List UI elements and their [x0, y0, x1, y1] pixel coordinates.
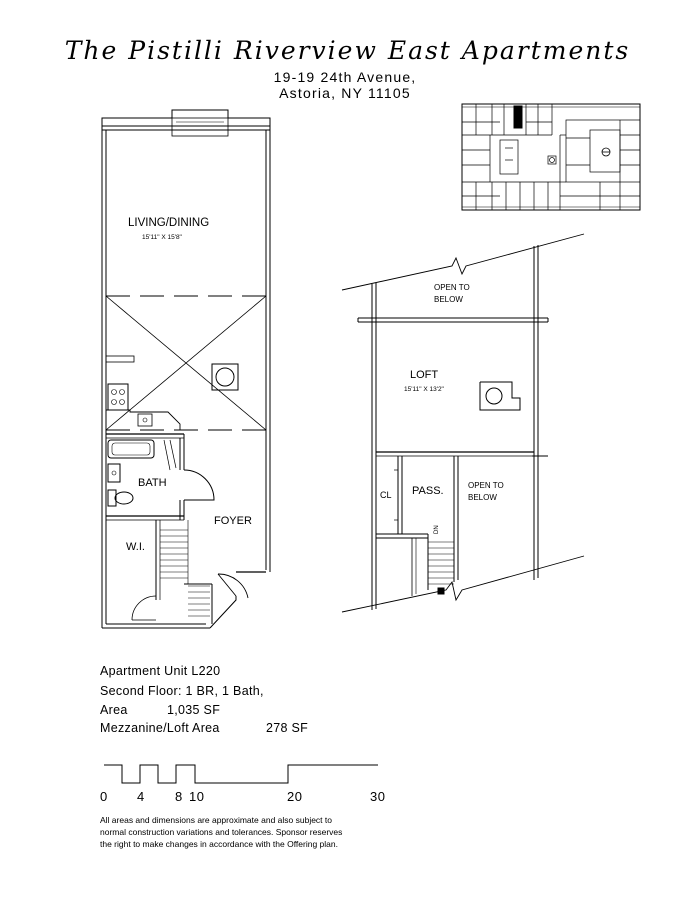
address-line-2: Astoria, NY 11105 — [279, 85, 411, 101]
bath-label: BATH — [138, 477, 167, 489]
scale-tick-30: 30 — [370, 789, 386, 804]
unit-highlight — [514, 106, 522, 128]
disclaimer — [100, 814, 410, 850]
living-dining-label: LIVING/DINING — [128, 217, 210, 229]
key-plan — [462, 104, 640, 210]
mezzanine-value: 278 SF — [266, 721, 309, 735]
disclaimer-line-3: the right to make changes in accordance with the Offering plan. — [100, 839, 338, 849]
pass-label: PASS. — [412, 485, 444, 497]
closet-label: CL — [380, 490, 392, 500]
open-to-below-top-1: OPEN TO — [434, 283, 470, 292]
address-line-1: 19-19 24th Avenue, — [273, 69, 417, 85]
foyer-label: FOYER — [214, 515, 252, 527]
scale-tick-4: 4 — [137, 789, 145, 804]
wi-label: W.I. — [126, 541, 145, 553]
unit-floor: Second Floor: 1 BR, 1 Bath, — [100, 684, 264, 698]
unit-name: Apartment Unit L220 — [100, 664, 221, 678]
open-to-below-right-2: BELOW — [468, 493, 497, 502]
loft-dims: 15'11" X 13'2" — [404, 386, 444, 393]
loft-label: LOFT — [410, 369, 439, 381]
scale-bar — [104, 765, 378, 783]
scale-tick-8: 8 — [175, 789, 183, 804]
open-to-below-top-2: BELOW — [434, 295, 463, 304]
mezzanine-label: Mezzanine/Loft Area — [100, 721, 220, 735]
scale-tick-0: 0 — [100, 789, 108, 804]
area-label: Area — [100, 703, 128, 717]
mezzanine-row — [100, 721, 309, 735]
page-title: The Pistilli Riverview East Apartments — [64, 36, 631, 65]
area-value: 1,035 SF — [167, 703, 221, 717]
open-to-below-right-1: OPEN TO — [468, 481, 504, 490]
living-dining-dims: 15'11" X 15'8" — [142, 234, 182, 241]
scale-tick-20: 20 — [287, 789, 303, 804]
stair-dn-label: DN — [434, 525, 440, 534]
area-row — [100, 703, 221, 717]
disclaimer-line-2: normal construction variations and tolerances. Sponsor reserves — [100, 827, 343, 837]
scale-tick-10: 10 — [189, 789, 205, 804]
disclaimer-line-1: All areas and dimensions are approximate and also subject to — [100, 815, 332, 825]
